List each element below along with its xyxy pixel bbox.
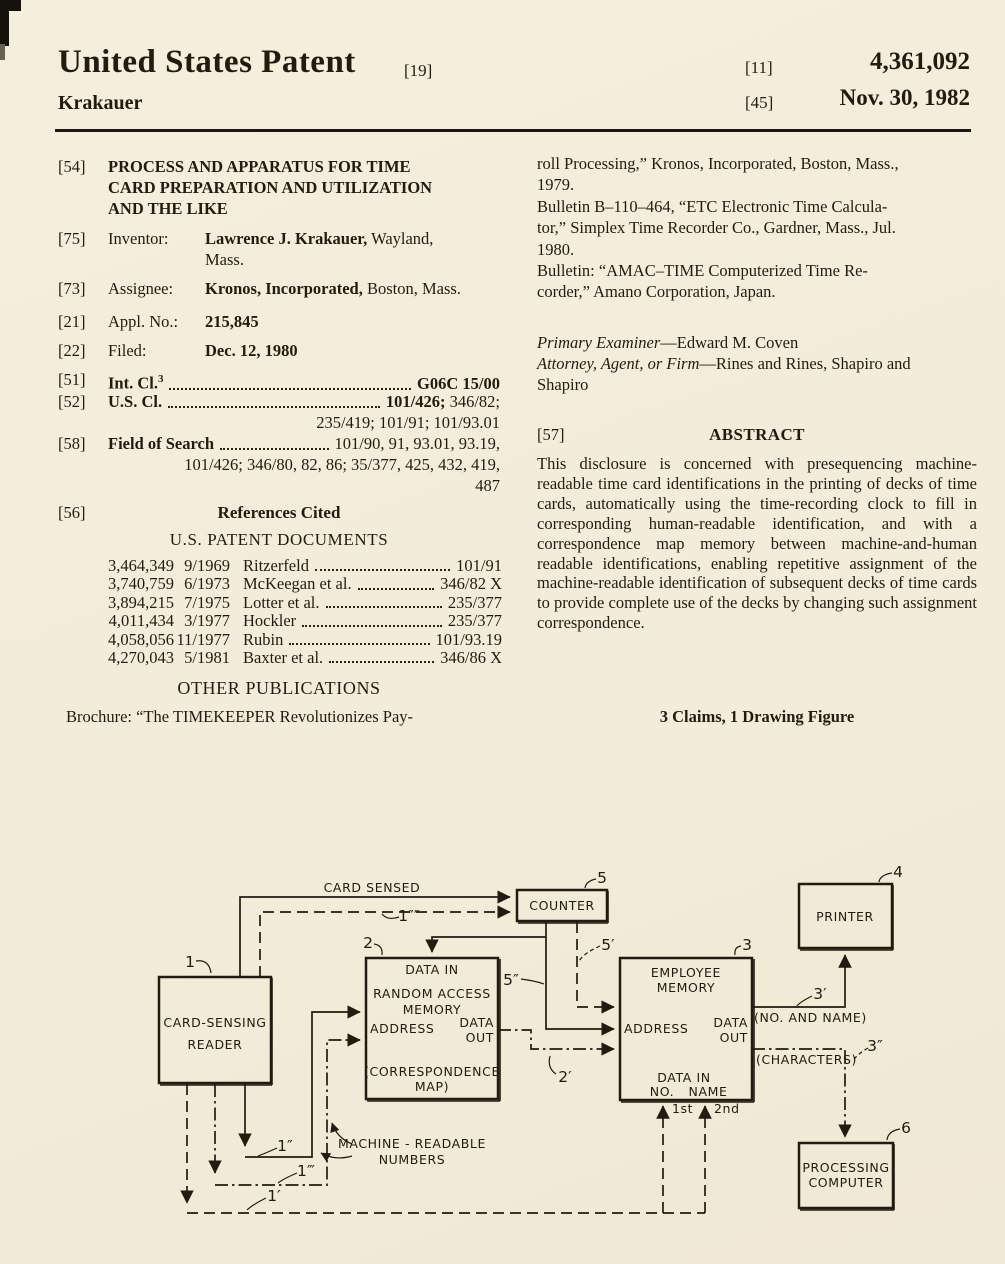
assignee-value <box>205 278 500 299</box>
claims-line: 3 Claims, 1 Drawing Figure <box>659 707 855 726</box>
us-cl-value: 101/426; 346/82; <box>385 392 500 411</box>
employee-name-label: NAME <box>688 1084 728 1099</box>
ref-class: 346/82 X <box>440 574 502 594</box>
field-tag: [22] <box>58 341 86 360</box>
machine-readable-label-2: NUMBERS <box>378 1152 446 1167</box>
employee-label-1: EMPLOYEE <box>650 965 722 980</box>
dot-leader <box>289 643 429 645</box>
counter-box <box>517 890 608 923</box>
ref-date: 3/1977 <box>184 611 230 631</box>
fos-line3: 487 <box>475 476 500 495</box>
references-heading: References Cited <box>217 503 341 522</box>
patent-number: 4,361,092 <box>870 48 970 75</box>
reference-row <box>98 649 502 667</box>
ref-date: 5/1981 <box>184 648 230 668</box>
ref-date: 6/1973 <box>184 574 230 594</box>
ref-numeral-2: 2 <box>363 934 373 952</box>
employee-data-in-label: DATA IN <box>657 1070 711 1085</box>
dot-leader <box>220 448 329 450</box>
title-section <box>58 156 500 219</box>
dot-leader <box>302 625 442 627</box>
int-cl-label: Int. Cl.$^3$ <box>108 373 164 393</box>
ref-name: McKeegan et al. <box>243 574 352 594</box>
ref-class: 101/91 <box>456 556 502 575</box>
dot-leader <box>326 606 442 608</box>
inventor-section <box>58 228 500 270</box>
ref-numeral-2-prime: 2′ <box>558 1068 572 1086</box>
patent-number-tag: [11] <box>745 58 773 77</box>
ram-data-label: DATA <box>459 1015 494 1030</box>
filed-value: Dec. 12, 1980 <box>205 341 298 360</box>
ref-numeral-1-quadprime: 1″″ <box>398 907 420 925</box>
ref-number: 4,058,056 <box>108 629 174 649</box>
ref-numeral-5-prime: 5′ <box>601 936 615 954</box>
header-rule <box>55 129 971 132</box>
publications-continued: roll Processing,” Kronos, Incorporated, Boston, Mass., 1979. Bulletin B–110–464, “ETC Electronic Time Calcula- tor,” Simplex Time Recorder Co., Gardner, Mass., Jul. 1980. Bulletin: “AMAC–TIME Computerized Time Re- corder,” Amano Corporation, Japan. <box>537 154 899 302</box>
ref-class: 101/93.19 <box>435 629 502 649</box>
assignee-section <box>58 278 500 299</box>
ref-class: 235/377 <box>447 611 502 631</box>
ref-date: 7/1975 <box>184 592 230 612</box>
ref-numeral-5: 5 <box>597 869 607 887</box>
ref-number: 3,894,215 <box>108 592 174 612</box>
abstract-heading: ABSTRACT <box>709 425 805 444</box>
appl-no-section <box>58 311 500 332</box>
ram-address-label: ADDRESS <box>370 1021 435 1036</box>
ref-name: Hockler <box>243 611 297 631</box>
card-sensing-reader-box <box>159 977 272 1085</box>
assignee-city: Boston, Mass. <box>362 279 461 298</box>
ram-data-in-label: DATA IN <box>405 962 459 977</box>
drawing-figure <box>0 845 1005 1264</box>
field-tag: [75] <box>58 229 86 248</box>
reader-label-2: READER <box>187 1037 243 1052</box>
employee-label-2: MEMORY <box>656 980 716 995</box>
field-tag: [54] <box>58 157 86 176</box>
dot-leader <box>358 588 435 590</box>
employee-address-label: ADDRESS <box>624 1021 689 1036</box>
characters-label: (CHARACTERS) <box>756 1052 858 1067</box>
field-tag: [52] <box>58 392 86 411</box>
references-table <box>58 557 500 667</box>
issue-date: Nov. 30, 1982 <box>839 85 970 110</box>
scan-artifact <box>0 44 5 60</box>
employee-no-label: NO. <box>649 1084 675 1099</box>
ref-class: 346/86 X <box>440 648 502 668</box>
uspd-heading: U.S. PATENT DOCUMENTS <box>169 530 389 549</box>
field-tag: [57] <box>537 425 565 444</box>
inventor-name: Lawrence J. Krakauer, <box>205 229 368 248</box>
inventor-value <box>205 228 500 270</box>
abstract-text: This disclosure is concerned with presequencing machine-readable time card identifications in the printing of decks of time cards, automatically using the time-recording clock to fill in corresponding human-readable identification, and with a correspondence map memory between machine-and-human readable identifications, enabling repetitive assignment of the machine-readable identification of subsequent decks of time cards to provide complete use of the decks by changing such assignment correspondence. <box>537 454 977 633</box>
us-cl-label: U.S. Cl. <box>108 392 163 411</box>
ref-numeral-1: 1 <box>185 953 195 971</box>
ram-box <box>364 958 500 1101</box>
ref-name: Baxter et al. <box>243 648 324 668</box>
ram-name-1: RANDOM ACCESS <box>373 986 491 1001</box>
fos-label: Field of Search <box>108 434 215 453</box>
ref-class: 235/377 <box>447 592 502 612</box>
reader-label-1: CARD-SENSING <box>163 1015 267 1030</box>
other-publications-heading: OTHER PUBLICATIONS <box>177 678 381 698</box>
attorney-names: —Rines and Rines, Shapiro and <box>699 354 911 373</box>
processing-computer-box <box>799 1143 894 1210</box>
references-heading-row <box>58 502 500 523</box>
assignee-label: Assignee: <box>108 279 174 298</box>
ref-numeral-3-dblprime: 3″ <box>867 1037 883 1055</box>
reference-row <box>98 631 502 649</box>
ref-number: 4,011,434 <box>108 611 174 631</box>
assignee-name: Kronos, Incorporated, <box>205 279 363 298</box>
field-tag: [73] <box>58 279 86 298</box>
ref-number: 3,464,349 <box>108 556 174 575</box>
fos-line2: 101/426; 346/80, 82, 86; 35/377, 425, 432, 419, <box>184 455 500 474</box>
int-cl-sup: 3 <box>157 373 164 385</box>
dot-leader <box>329 661 434 663</box>
appl-no-value: 215,845 <box>205 312 259 331</box>
fos-line1: 101/90, 91, 93.01, 93.19, <box>334 434 500 453</box>
filed-label: Filed: <box>108 341 147 360</box>
examiner-name: —Edward M. Coven <box>660 333 799 352</box>
inventor-label: Inventor: <box>108 229 169 248</box>
int-cl-value: G06C 15/00 <box>417 373 500 393</box>
page-title: United States Patent <box>58 44 356 80</box>
int-cl-section <box>58 369 500 394</box>
card-sensed-label: CARD SENSED <box>323 880 421 895</box>
employee-data-label: DATA <box>713 1015 748 1030</box>
field-tag: [56] <box>58 503 86 522</box>
inventor-surname: Krakauer <box>58 92 143 114</box>
examiner-label: Primary Examiner <box>537 333 661 352</box>
ref-name: Rubin <box>243 629 284 649</box>
inventor-state: Mass. <box>205 250 244 269</box>
attorney-names-2: Shapiro <box>537 375 589 395</box>
ref-numeral-1-trpprime: 1‴ <box>297 1162 315 1180</box>
ref-name: Lotter et al. <box>243 592 320 612</box>
ref-numeral-1-dblprime: 1″ <box>277 1137 293 1155</box>
ram-name-2: MEMORY <box>402 1002 462 1017</box>
employee-out-label: OUT <box>719 1030 748 1045</box>
us-cl-section <box>58 391 500 433</box>
printer-label: PRINTER <box>816 909 874 924</box>
us-cl-line2: 235/419; 101/91; 101/93.01 <box>316 413 500 432</box>
appl-no-label: Appl. No.: <box>108 312 179 331</box>
ram-map-1: (CORRESPONDENCE <box>364 1064 500 1079</box>
invention-title: PROCESS AND APPARATUS FOR TIME CARD PREPARATION AND UTILIZATION AND THE LIKE <box>108 157 433 218</box>
other-publications-line: Brochure: “The TIMEKEEPER Revolutionizes Pay- <box>66 707 414 726</box>
filed-section <box>58 340 500 361</box>
ref-numeral-5-dblprime: 5″ <box>503 971 519 989</box>
kind-code: [19] <box>404 61 433 80</box>
counter-label: COUNTER <box>529 898 595 913</box>
field-tag: [51] <box>58 370 86 389</box>
second-label: 2nd <box>714 1101 740 1116</box>
examiner-line <box>537 332 977 353</box>
ref-number: 3,740,759 <box>108 574 174 594</box>
abstract-heading-row <box>537 424 977 445</box>
dot-leader <box>168 406 380 408</box>
ref-numeral-3-prime: 3′ <box>813 985 827 1003</box>
ref-date: 11/1977 <box>176 629 230 649</box>
ram-out-label: OUT <box>465 1030 494 1045</box>
field-tag: [58] <box>58 434 86 453</box>
computer-label-2: COMPUTER <box>808 1175 884 1190</box>
ref-name: Ritzerfeld <box>243 556 309 575</box>
machine-readable-label-1: MACHINE - READABLE <box>338 1136 486 1151</box>
first-label: 1st <box>672 1101 694 1116</box>
ref-numeral-4: 4 <box>893 863 903 881</box>
reference-row <box>98 575 502 593</box>
ref-numeral-6: 6 <box>901 1119 911 1137</box>
reference-row <box>98 612 502 630</box>
reference-row <box>98 594 502 612</box>
date-tag: [45] <box>745 93 774 112</box>
attorney-line <box>537 353 977 396</box>
scan-artifact <box>0 0 21 11</box>
reference-row <box>98 557 502 575</box>
field-tag: [21] <box>58 312 86 331</box>
ref-numeral-1-prime: 1′ <box>267 1187 281 1205</box>
printer-box <box>799 884 893 950</box>
inventor-city: Wayland, <box>367 229 434 248</box>
employee-memory-box <box>620 958 754 1102</box>
computer-label-1: PROCESSING <box>802 1160 890 1175</box>
attorney-label: Attorney, Agent, or Firm <box>537 354 700 373</box>
dot-leader <box>169 388 411 390</box>
field-of-search-section <box>58 433 500 496</box>
ref-numeral-3: 3 <box>742 936 752 954</box>
ram-map-2: MAP) <box>414 1079 450 1094</box>
ref-date: 9/1969 <box>184 556 230 575</box>
dot-leader <box>315 569 450 571</box>
no-and-name-label: (NO. AND NAME) <box>754 1010 867 1025</box>
ref-number: 4,270,043 <box>108 648 174 668</box>
